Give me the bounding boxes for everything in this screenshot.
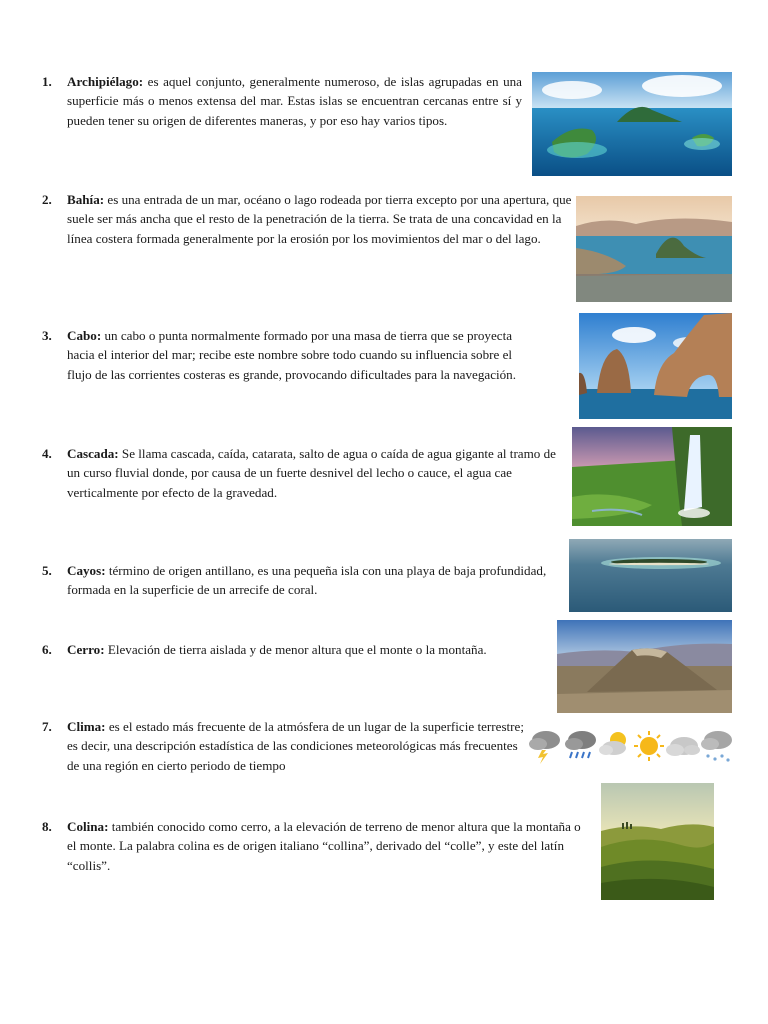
cloud-icon — [666, 737, 700, 756]
entry-colina — [42, 817, 582, 877]
entry-clima — [42, 717, 532, 777]
entry-number: 6. — [42, 642, 52, 657]
entry-term: Colina: — [67, 819, 109, 834]
entry-term: Clima: — [67, 719, 106, 734]
entry-text — [67, 561, 562, 600]
entry-text — [67, 326, 532, 384]
entry-term: Bahía: — [67, 192, 105, 207]
entry-term: Cayos: — [67, 563, 106, 578]
entry-definition: Se llama cascada, caída, catarata, salto de agua o caída de agua gigante al tramo de un curso fluvial donde, por causa de un fuerte desnivel del lecho o cauce, el agua cae verticalmente por efecto de la gravedad. — [67, 446, 556, 500]
entry-text — [67, 72, 522, 130]
sun-icon — [634, 731, 664, 761]
cape-arch-photo — [579, 313, 732, 419]
partly-sunny-icon — [599, 732, 626, 755]
entry-text — [67, 640, 552, 659]
entry-number: 3. — [42, 328, 52, 343]
entry-text — [67, 717, 532, 775]
weather-icons-strip — [528, 726, 734, 766]
snow-cloud-icon — [701, 731, 732, 762]
entry-number: 7. — [42, 719, 52, 734]
rolling-hills-photo — [601, 783, 714, 900]
entry-cayos — [42, 561, 562, 601]
entry-definition: un cabo o punta normalmente formado por una masa de tierra que se proyecta hacia el interior del mar; recibe este nombre sobre todo cuando su influencia sobre el flujo de las corrientes costeras es grande, provocando dificultades para la navegación. — [67, 328, 517, 382]
entry-number: 1. — [42, 74, 52, 89]
entry-number: 2. — [42, 192, 52, 207]
entry-number: 8. — [42, 819, 52, 834]
cay-photo — [569, 539, 732, 612]
thunderstorm-cloud-icon — [529, 731, 560, 764]
rain-cloud-icon — [565, 731, 596, 758]
entry-definition: es aquel conjunto, generalmente numeroso, de islas agrupadas en una superficie más o menos extensa del mar. Estas islas se encuentran cercanas entre sí y pueden tener su origen de diferentes maneras, y por eso hay varios tipos. — [67, 74, 522, 128]
entry-bahia — [42, 190, 572, 270]
entry-cabo — [42, 326, 532, 406]
entry-cerro — [42, 640, 552, 660]
waterfall-photo — [572, 427, 732, 526]
entry-text — [67, 444, 562, 502]
archipelago-photo — [532, 72, 732, 176]
hill-photo — [557, 620, 732, 713]
bay-photo — [576, 196, 732, 302]
entry-number: 4. — [42, 446, 52, 461]
entry-term: Archipiélago: — [67, 74, 144, 89]
entry-term: Cabo: — [67, 328, 102, 343]
entry-number: 5. — [42, 563, 52, 578]
entry-definition: es una entrada de un mar, océano o lago rodeada por tierra excepto por una apertura, que suele ser más ancha que el resto de la penetración de la tierra. Se trata de una concavidad en la línea costera formada generalmente por la erosión por los movimientos del mar o del lago. — [67, 192, 572, 246]
entry-text — [67, 190, 572, 248]
entry-archipielago — [42, 72, 522, 152]
entry-definition: término de origen antillano, es una pequeña isla con una playa de baja profundidad, formada en la superficie de un arrecife de coral. — [67, 563, 547, 598]
entry-term: Cerro: — [67, 642, 105, 657]
entry-text — [67, 817, 582, 875]
entry-definition: es el estado más frecuente de la atmósfera de un lugar de la superficie terrestre; es decir, una descripción estadística de las condiciones meteorológicas más frecuentes de una región en cierto periodo de tiempo — [67, 719, 524, 773]
entry-cascada — [42, 444, 562, 524]
entry-term: Cascada: — [67, 446, 119, 461]
entry-definition: también conocido como cerro, a la elevación de terreno de menor altura que la montaña o el monte. La palabra colina es de origen italiano “collina”, derivado del “colle”, y este del latín “collis”. — [67, 819, 581, 873]
entry-definition: Elevación de tierra aislada y de menor altura que el monte o la montaña. — [104, 642, 487, 657]
